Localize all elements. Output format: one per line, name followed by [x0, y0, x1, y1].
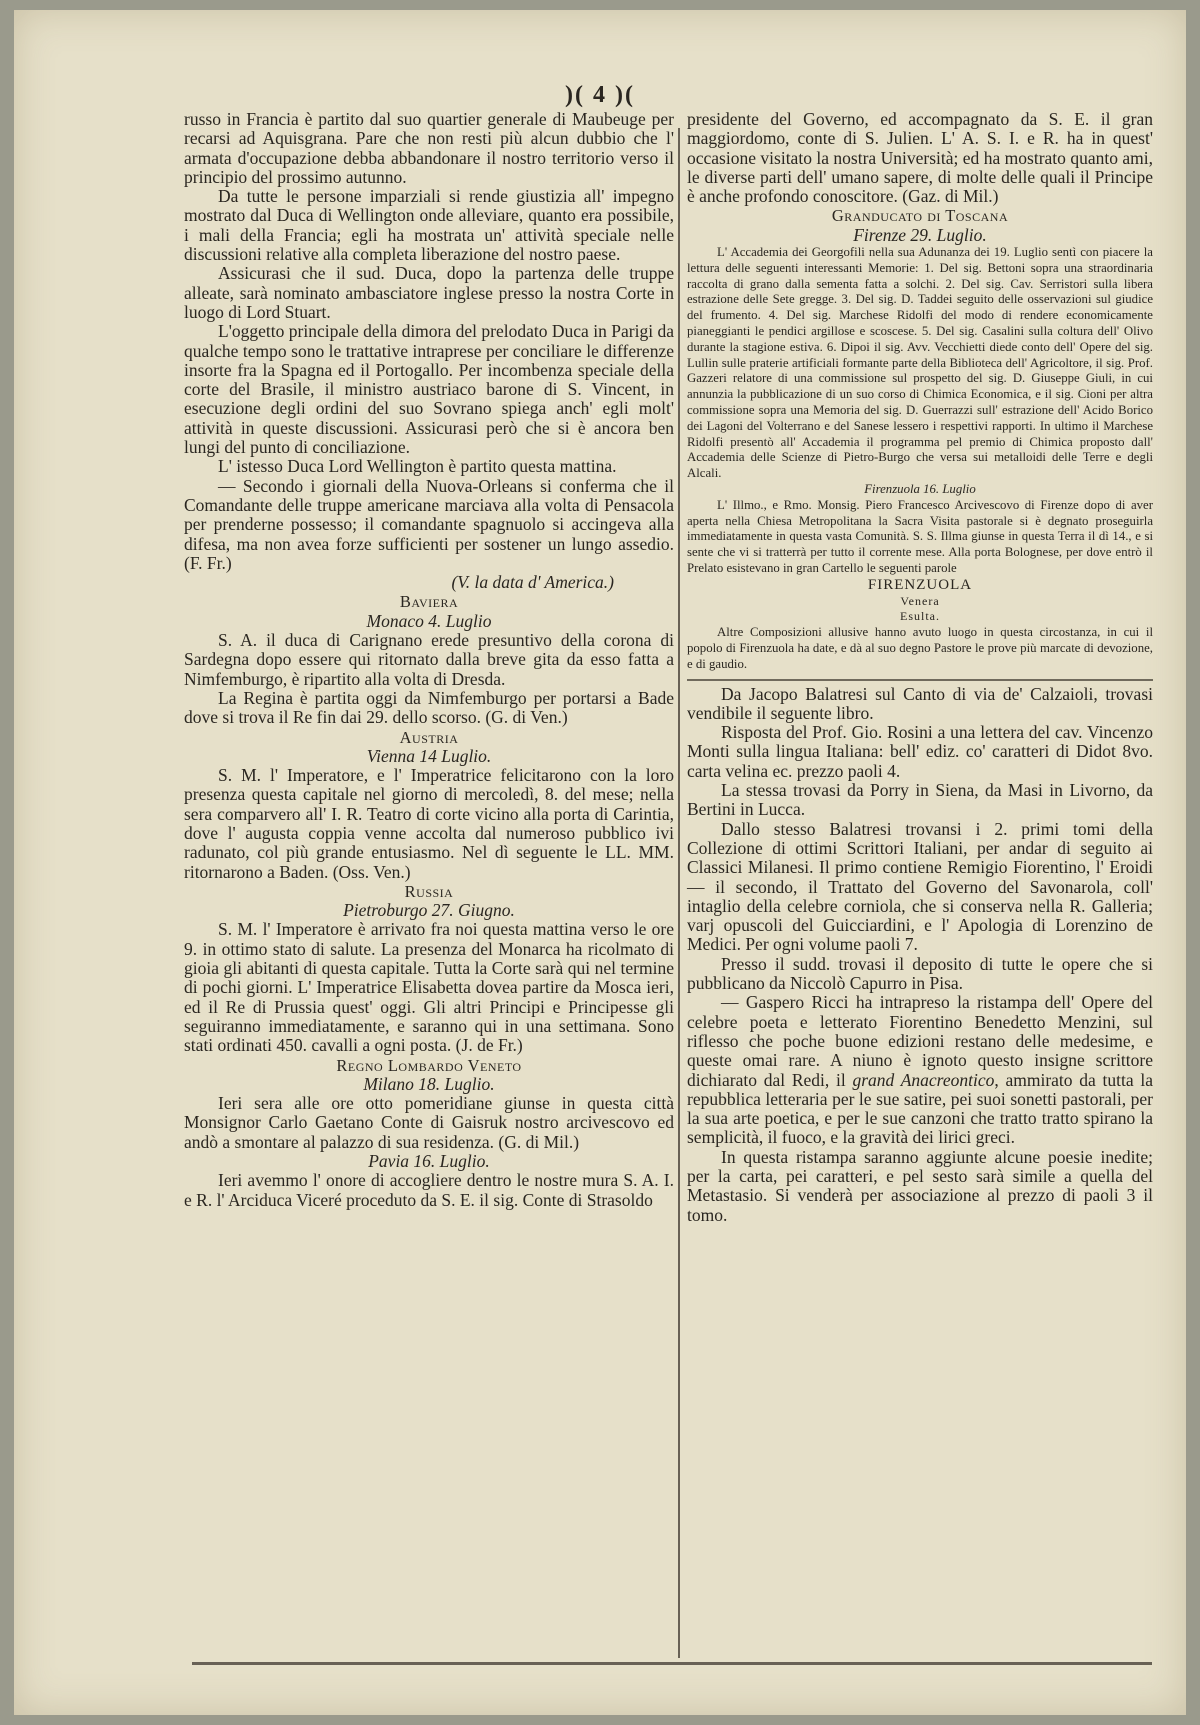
article-paragraph: In questa ristampa saranno aggiunte alcune poesie inedite; per la carta, pei caratteri, e pel sesto sarà simile a quella del Metastasio. Si venderà per associazione al prezzo di paoli 3 il tomo. [687, 1146, 1153, 1225]
dateline-pietroburgo: Pietroburgo 27. Giugno. [343, 900, 515, 921]
source-note: (V. la data d' America.) [451, 572, 614, 593]
article-paragraph: presidente del Governo, ed accompagnato da S. E. il gran maggiordomo, conte di S. Julien. L' A. S. I. e R. ha in quest' occasione visitato la nostra Università; ed ha mostrato quanto ami, le diverse parti dell' umano sapere, di molte delle quali il Principe è anche profondo conoscitore. (Gaz. di Mil.) [687, 109, 1153, 207]
dateline-firenze: Firenze 29. Luglio. [853, 224, 987, 245]
article-paragraph: Ieri sera alle ore otto pomeridiane giunse in questa città Monsignor Carlo Gaetano Conte di Gaisruk nostro arcivescovo ed andò a smontare al palazzo di sua residenza. (G. di Mil.) [184, 1093, 674, 1152]
dateline-monaco: Monaco 4. Luglio [366, 610, 492, 631]
article-paragraph: Ieri avemmo l' onore di accogliere dentro le nostre mura S. A. I. e R. l' Arciduca Viceré proceduto da S. E. il sig. Conte di Strasoldo [184, 1170, 674, 1210]
article-paragraph: Altre Composizioni allusive hanno avuto luogo in questa circostanza, in cui il popolo di Firenzuola ha date, e dà al suo degno Pastore le prove più marcate di devozione, e di gaudio. [687, 625, 1153, 671]
dateline-firenzuola: Firenzuola 16. Luglio [864, 482, 976, 497]
placard-title: FIRENZUOLA [867, 576, 973, 593]
article-paragraph: Risposta del Prof. Gio. Rosini a una lettera del cav. Vincenzo Monti sulla lingua Italiana: bell' ediz. co' caratteri di Didot 8vo. carta velina ec. prezzo paoli 4. [687, 722, 1153, 781]
article-paragraph: S. A. il duca di Carignano erede presuntivo della corona di Sardegna dopo essere qui ritornato dalla breve gita da esso fatta a Nimfemburgo, è ripartito alla volta di Dresda. [184, 630, 674, 689]
section-heading-regno: Regno Lombardo Veneto [336, 1055, 522, 1075]
newspaper-page [14, 10, 1186, 1715]
article-paragraph: La Regina è partita oggi da Nimfemburgo per portarsi a Bade dove si trova il Re fin dai 29. dello scorso. (G. di Ven.) [184, 687, 674, 728]
column-divider [678, 128, 680, 1658]
left-column [184, 110, 674, 1210]
italic-phrase: grand Anacreontico [852, 1069, 995, 1090]
bottom-rule [192, 1662, 1152, 1665]
article-paragraph: S. M. l' Imperatore, e l' Imperatrice felicitarono con la loro presenza questa capitale nel giorno di mercoledì, 8. del mese; nella sera comparvero all' I. R. Teatro di corte vicino alla porta di Carintia, dove l' augusta coppia venne accolta dal numeroso pubblico ivi radunato, col più grande entusiasmo. Nel dì seguente le LL. MM. ritornarono a Baden. (Oss. Ven.) [184, 765, 674, 882]
section-heading-austria: Austria [399, 727, 459, 747]
dateline-pavia: Pavia 16. Luglio. [368, 1151, 490, 1172]
placard-word: Esulta. [900, 609, 940, 624]
article-paragraph: Dallo stesso Balatresi trovansi i 2. primi tomi della Collezione di ottimi Scrittori Italiani, per andar di seguito ai Classici Milanesi. Il primo contiene Remigio Fiorentino, l' Eroidi — il secondo, il Trattato del Governo del Savonarola, coll' intaglio della celebre corniola, che si conserva nella R. Galleria; varj opuscoli del Guicciardini, e l' Apologia di Lorenzino de Medici. Per ogni volume paoli 7. [687, 818, 1153, 955]
article-paragraph: Assicurasi che il sud. Duca, dopo la partenza delle truppe alleate, sarà nominato ambasciatore inglese presso la nostra Corte in luogo di Lord Stuart. [184, 263, 674, 322]
article-paragraph: L'oggetto principale della dimora del prelodato Duca in Parigi da qualche tempo sono le trattative intraprese per conciliare le differenze insorte fra la Spagna ed il Portogallo. Per incombenza speciale della corte del Brasile, il ministro austriaco barone di S. Vincent, in esecuzione degli ordini del suo Sovrano spiega anch' egli molt' attività in queste discussioni. Assicurasi però che si è ancora ben lungi del punto di conciliazione. [184, 321, 674, 458]
small-print-block [687, 245, 1153, 673]
article-paragraph: Da tutte le persone imparziali si rende giustizia all' impegno mostrato dal Duca di Wellington onde alleviare, quanto era possibile, i mali della Francia; egli ha mostrata un' attività speciale nelle discussioni relative alla completa liberazione del nostro paese. [184, 186, 674, 265]
article-paragraph: — Secondo i giornali della Nuova-Orleans si conferma che il Comandante delle truppe americane marciava alla volta di Pensacola per prenderne possesso; il comandante spagnuolo si accingeva alla difesa, ma non avea forze sufficienti per sostener un lungo assedio. (F. Fr.) [184, 475, 674, 573]
article-paragraph: russo in Francia è partito dal suo quartier generale di Maubeuge per recarsi ad Aquisgrana. Pare che non resti più alcun dubbio che l' armata d'occupazione debba abbandonare il nostro territorio verso il principio del prossimo autunno. [184, 109, 674, 187]
dateline-milano: Milano 18. Luglio. [363, 1073, 495, 1094]
article-paragraph: L' Illmo., e Rmo. Monsig. Piero Francesco Arcivescovo di Firenze dopo di aver aperta nella Chiesa Metropolitana la Sacra Visita pastorale si è degnato proseguirla immediatamente in questa vasta Comunità. S. S. Illma giunse in questa Terra il dì 14., e si sente che vi si tratterrà per tutto il corrente mese. Alla porta Bolognese, per dove entrò il Prelato esistevano in gran Cartello le seguenti parole [687, 497, 1153, 576]
section-heading-baviera: Baviera [399, 592, 459, 612]
article-paragraph: Da Jacopo Balatresi sul Canto di via de' Calzaioli, trovasi vendibile il seguente libro. [687, 683, 1153, 723]
right-column [687, 110, 1153, 1225]
section-heading-russia: Russia [404, 881, 454, 901]
article-paragraph: L' istesso Duca Lord Wellington è partito questa mattina. [218, 456, 617, 477]
page-number: )( 4 )( [565, 82, 635, 108]
paragraph-text: — Gaspero Ricci ha intrapreso la ristampa dell' Opere del celebre poeta e letterato Fiorentino Benedetto Menzini, sul riflesso che poche buone edizioni restano delle medesime, e queste omai rare. A niuno è ignoto questo insigne scrittore dichiarato dal Redi, il [687, 992, 1153, 1090]
placard-word: Venera [900, 593, 940, 608]
section-divider [687, 679, 1153, 681]
section-heading-toscana: Granducato di Toscana [831, 206, 1009, 226]
article-paragraph: S. M. l' Imperatore è arrivato fra noi questa mattina verso le ore 9. in ottimo stato di salute. La presenza del Monarca ha ricolmato di gioia gli abitanti di questa capitale. Tutta la Corte sarà qui nel termine di pochi giorni. L' Imperatrice Elisabetta dovea partire da Mosca ieri, ed il Re di Prussia quest' oggi. Gli altri Principi e Principesse gli seguiranno immediatamente, e saranno qui in una settimana. Sono stati ordinati 450. cavalli a ogni posta. (J. de Fr.) [184, 919, 674, 1056]
paragraph-text: , ammirato da tutta la repubblica letteraria per le sue satire, pei suoi sonetti pastorali, per la sua arte poetica, e per le sue canzoni che tratto tratto spirano la semplicità, il fuoco, e la gravità dei lirici greci. [687, 1069, 1154, 1148]
article-paragraph: La stessa trovasi da Porry in Siena, da Masi in Livorno, da Bertini in Lucca. [687, 780, 1153, 820]
article-paragraph: L' Accademia dei Georgofili nella sua Adunanza dei 19. Luglio sentì con piacere la lettura delle seguenti interessanti Memorie: 1. Del sig. Bettoni sopra una straordinaria raccolta di grano dalla sementa fatta a solchi. 2. Del sig. Cav. Serristori sulla libera estrazione delle Sete gregge. 3. Del sig. D. Taddei seguito delle osservazioni sul giudice del frumento. 4. Del sig. Marchese Ridolfi del modo di rendere economicamente pianeggianti le pendici argillose e scoscese. 5. Del sig. Casalini sulla coltura dell' Olivo durante la stagione estiva. 6. Dipoi il sig. Avv. Vecchietti diede conto dell' Opere del sig. Lullin sulle praterie artificiali formante parte della Biblioteca dell' Agricoltore, il sig. Prof. Gazzeri relatore di una commissione sul prospetto del sig. D. Giuseppe Giuli, in cui annunzia la pubblicazione di un suo corso di Chimica Economica, e il sig. Cioni per altra commissione sopra una Memoria del sig. D. Guerrazzi sull' estrazione dell' Acido Borico dei Lagoni del Volterrano e del Sanese lessero i respettivi rapporti. In ultimo il Marchese Ridolfi presentò all' Accademia il programma pel premio di Chimica proposto dall' Accademia delle Scienze di Pietro-Burgo che versa sui metalloidi delle Terre e degli Alcali. [687, 245, 1153, 481]
dateline-vienna: Vienna 14 Luglio. [366, 745, 492, 766]
article-paragraph [687, 993, 1153, 1147]
article-paragraph: Presso il sudd. trovasi il deposito di tutte le opere che si pubblicano da Niccolò Capurro in Pisa. [687, 953, 1153, 994]
